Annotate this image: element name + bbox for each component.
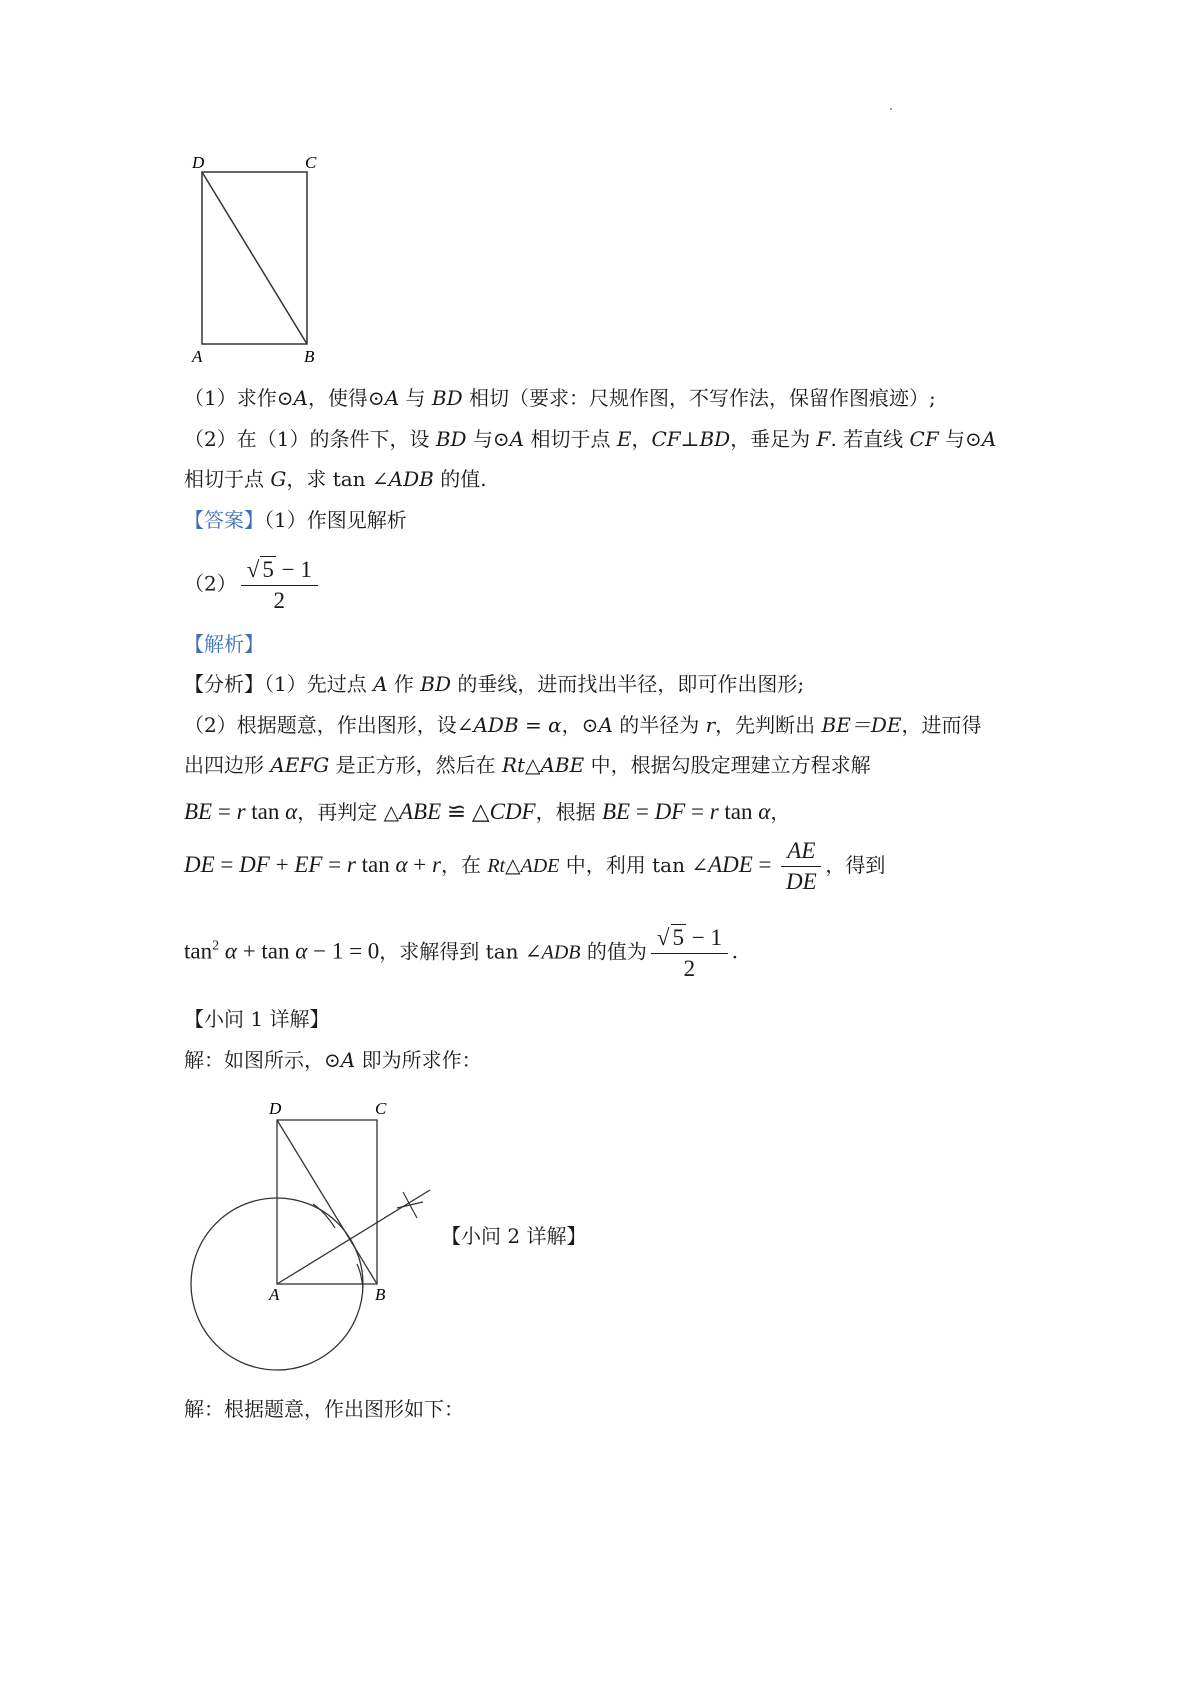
label-c: C <box>305 153 317 172</box>
var: F <box>816 427 831 451</box>
fraction-ae-de <box>781 838 821 895</box>
text: 是正方形，然后在 <box>329 753 502 777</box>
var: BE＝DE <box>821 713 902 737</box>
superscript: 2 <box>212 938 220 954</box>
var: ADB <box>541 941 581 964</box>
text: 与 <box>399 386 432 410</box>
text: − 1 <box>275 557 312 582</box>
text: ，使得⊙ <box>307 386 385 410</box>
perpendicular-line <box>277 1190 430 1284</box>
text: 相切于点 <box>184 467 271 491</box>
var: r <box>705 713 716 737</box>
text: = <box>518 713 549 737</box>
var: DE <box>184 851 215 877</box>
question-1 <box>184 383 936 413</box>
var: A <box>373 672 388 696</box>
var: ADE <box>708 851 753 877</box>
label-b: B <box>375 1285 386 1304</box>
var: E <box>616 427 632 451</box>
text: ，再判定 △ <box>297 800 399 824</box>
var: α <box>548 713 562 737</box>
text: = <box>214 851 240 877</box>
analysis-line-5 <box>184 838 885 895</box>
label-d: D <box>269 1099 282 1118</box>
figure-rectangle <box>190 150 330 365</box>
text: − 1 = 0 <box>307 938 380 964</box>
text: 即为所求作： <box>355 1048 482 1072</box>
text: △ <box>505 854 521 877</box>
var: α <box>285 799 298 824</box>
var: BE <box>184 799 213 824</box>
text: − 1 <box>686 925 722 950</box>
sub1-line <box>184 1045 482 1075</box>
var: ADB <box>388 467 434 491</box>
text: . <box>731 938 738 964</box>
text: ， <box>631 427 652 451</box>
text: ，根据 <box>535 800 602 824</box>
text: 中，利用 tan ∠ <box>559 852 709 877</box>
text: 出四边形 <box>184 753 271 777</box>
var: DF <box>654 799 686 824</box>
text: = <box>752 851 778 877</box>
analysis-line-6 <box>184 924 738 982</box>
text: ，求解得到 tan ∠ <box>379 939 542 964</box>
answer-line-2 <box>184 556 322 614</box>
text: 【分析】 <box>184 672 264 696</box>
var: DF <box>239 851 270 877</box>
var: AEFG <box>270 753 330 777</box>
text: ，得到 <box>825 852 886 877</box>
var: α <box>219 938 237 964</box>
numerator: AE <box>781 838 821 867</box>
text: 作 <box>387 672 421 696</box>
label-c: C <box>375 1099 387 1118</box>
var: EF <box>294 851 323 877</box>
var: ABE <box>540 753 585 777</box>
text: 与⊙ <box>466 427 510 451</box>
text: 相切（要求：尺规作图，不写作法，保留作图痕迹）; <box>462 386 936 410</box>
var: BD <box>435 427 467 451</box>
sqrt-radicand: 5 <box>262 557 274 582</box>
text: 解：如图所示，⊙ <box>184 1048 341 1072</box>
label-a: A <box>192 347 203 365</box>
sub2-tag: 【小问 2 详解】 <box>441 1224 587 1248</box>
answer-line-1 <box>184 505 407 535</box>
denominator: 2 <box>683 956 696 981</box>
question-2-line-1 <box>184 424 996 454</box>
var: Rt <box>487 854 506 877</box>
var: A <box>981 427 997 451</box>
var: α <box>295 938 308 964</box>
var: α <box>395 851 408 877</box>
sub2-line: 解：根据题意，作出图形如下： <box>184 1397 464 1421</box>
var: CDF <box>489 799 536 824</box>
text: ，在 <box>440 852 488 877</box>
var: CF <box>651 427 681 451</box>
sqrt-radicand: 5 <box>672 925 684 950</box>
var: ADE <box>520 854 560 877</box>
var: BE <box>601 799 631 824</box>
analysis-line-1 <box>184 669 804 699</box>
var: r <box>432 851 441 877</box>
analysis-line-4 <box>184 796 790 825</box>
text: = <box>322 851 347 877</box>
text: tan <box>245 799 286 824</box>
text: （2）根据题意，作出图形，设∠ <box>184 713 474 737</box>
text: ，进而得 <box>901 713 982 737</box>
text: = <box>685 799 710 824</box>
diagonal-bd <box>202 172 307 344</box>
text: tan <box>355 851 396 877</box>
var: Rt <box>501 753 526 777</box>
var: CF <box>909 427 939 451</box>
text: 相切于点 <box>524 427 617 451</box>
question-2-line-2 <box>184 464 487 494</box>
text: （1）作图见解析 <box>264 508 407 532</box>
fraction-root5: $\frac{√ 5 - 1}{2}$ <box>651 924 728 982</box>
var: A <box>598 713 613 737</box>
text: + tan <box>236 938 296 964</box>
text: （1）求作⊙ <box>184 386 294 410</box>
sub1-tag: 【小问 1 详解】 <box>184 1007 330 1031</box>
var: BD <box>699 427 731 451</box>
diagonal-bd <box>277 1120 377 1284</box>
text: . 若直线 <box>830 427 910 451</box>
var-a: A <box>384 386 400 410</box>
text: （2）在（1）的条件下，设 <box>184 427 436 451</box>
text: ≌ △ <box>441 799 490 824</box>
var-bd: BD <box>431 386 463 410</box>
analysis-tag: 【解析】 <box>184 632 264 656</box>
denominator: 2 <box>273 588 286 613</box>
text: ，先判断出 <box>715 713 822 737</box>
text: + <box>269 851 295 877</box>
var: A <box>509 427 525 451</box>
var: r <box>346 851 356 877</box>
scan-dot <box>890 108 892 110</box>
var: G <box>270 467 287 491</box>
label-a: A <box>269 1285 280 1304</box>
analysis-line-2 <box>184 710 981 740</box>
cross-mark <box>397 1192 423 1218</box>
text: = <box>212 799 237 824</box>
answer-tag: 【答案】 <box>184 508 264 532</box>
text: 的值. <box>433 467 487 491</box>
text: ，垂足为 <box>730 427 817 451</box>
text: △ <box>525 753 541 777</box>
text: ⊥ <box>680 427 700 451</box>
analysis-line-3 <box>184 750 871 780</box>
figure-construction <box>185 1092 445 1382</box>
text: ，求 tan ∠ <box>286 467 389 491</box>
text: 中，根据勾股定理建立方程求解 <box>584 753 871 777</box>
text: （2） <box>184 571 237 596</box>
text: 的值为 <box>580 939 647 964</box>
var: ABE <box>398 799 442 824</box>
text: （1）先过点 <box>264 672 374 696</box>
text: 的垂线，进而找出半径，即可作出图形; <box>451 672 805 696</box>
text: ，⊙ <box>561 713 599 737</box>
var: α <box>758 799 771 824</box>
label-d: D <box>192 153 205 172</box>
var: A <box>340 1048 356 1072</box>
text: = <box>630 799 655 824</box>
denominator: DE <box>786 869 817 894</box>
text: 与⊙ <box>938 427 982 451</box>
label-b: B <box>304 347 315 365</box>
var: r <box>709 799 719 824</box>
text: 的半径为 <box>612 713 706 737</box>
fraction: $\frac{√ 5 - 1}{2}$ <box>241 556 318 614</box>
text: ， <box>770 800 791 824</box>
var: r <box>236 799 246 824</box>
var: ADB <box>473 713 519 737</box>
text: tan <box>184 938 213 964</box>
text: tan <box>718 799 759 824</box>
text: + <box>407 851 433 877</box>
var: BD <box>420 672 451 696</box>
var-a: A <box>293 386 308 410</box>
